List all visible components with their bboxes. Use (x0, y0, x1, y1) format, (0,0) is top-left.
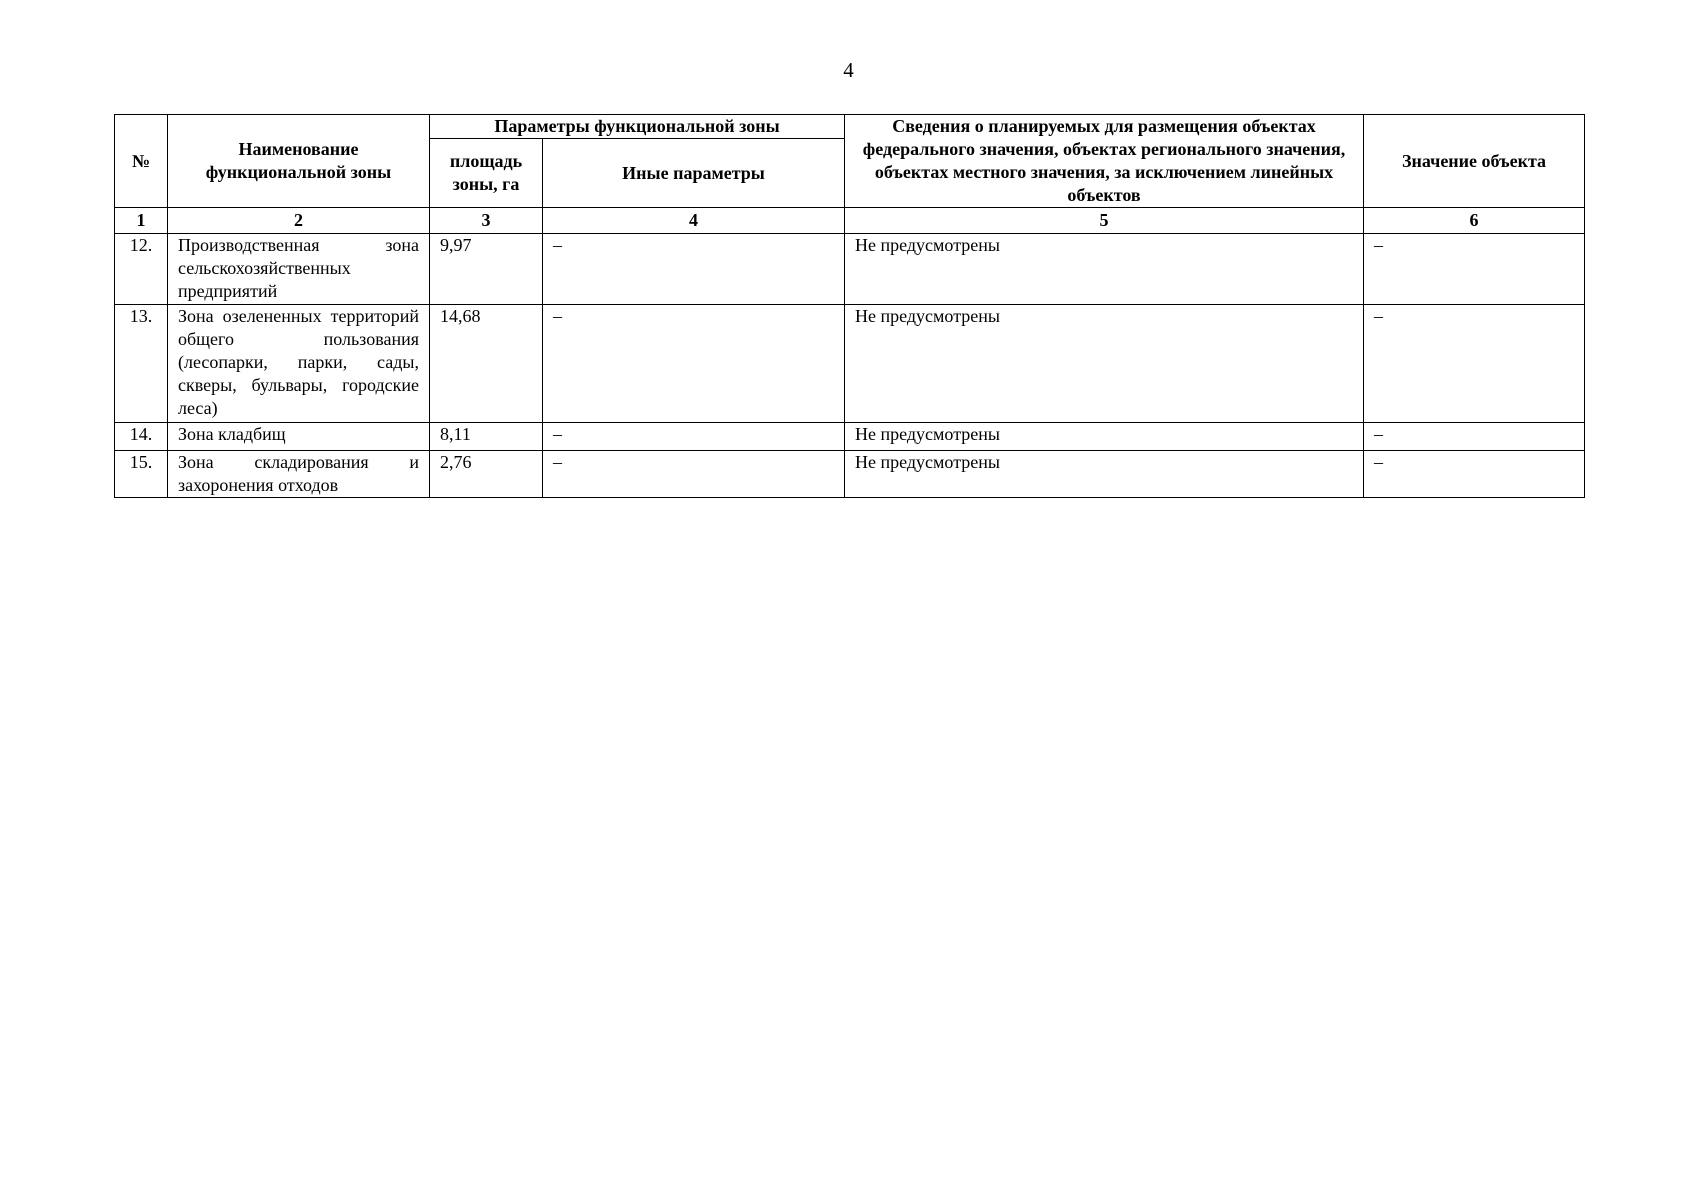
functional-zones-table (114, 114, 1585, 498)
header-object-value: Значение объекта (1364, 115, 1585, 208)
zone-name: Зона озелененных территорий общего пользования (лесопарки, парки, сады, скверы, бульвары, городские леса) (168, 305, 430, 423)
zone-name: Зона кладбищ (168, 423, 430, 451)
object-value: – (1364, 305, 1585, 423)
column-number: 5 (845, 208, 1364, 234)
planned-objects: Не предусмотрены (845, 305, 1364, 423)
column-number: 6 (1364, 208, 1585, 234)
planned-objects: Не предусмотрены (845, 451, 1364, 498)
row-number: 12. (115, 234, 168, 305)
table-row (115, 305, 1585, 423)
column-numbering-row (115, 208, 1585, 234)
header-row-top (115, 115, 1585, 139)
header-planned-objects: Сведения о планируемых для размещения объектах федерального значения, объектах регионального значения, объектах местного значения, за исключением линейных объектов (845, 115, 1364, 208)
other-parameters: – (543, 451, 845, 498)
page-number: 4 (843, 58, 854, 82)
zone-area: 9,97 (430, 234, 543, 305)
zone-area: 2,76 (430, 451, 543, 498)
table-row (115, 234, 1585, 305)
column-number: 3 (430, 208, 543, 234)
header-area: площадь зоны, га (430, 139, 543, 208)
object-value: – (1364, 234, 1585, 305)
column-number: 2 (168, 208, 430, 234)
header-zone-name: Наименование функциональной зоны (168, 115, 430, 208)
header-other-parameters: Иные параметры (543, 139, 845, 208)
object-value: – (1364, 423, 1585, 451)
planned-objects: Не предусмотрены (845, 423, 1364, 451)
zone-area: 14,68 (430, 305, 543, 423)
other-parameters: – (543, 305, 845, 423)
table-row (115, 451, 1585, 498)
object-value: – (1364, 451, 1585, 498)
planned-objects: Не предусмотрены (845, 234, 1364, 305)
zone-name: Производственная зона сельскохозяйственных предприятий (168, 234, 430, 305)
row-number: 13. (115, 305, 168, 423)
zone-area: 8,11 (430, 423, 543, 451)
zone-name: Зона складирования и захоронения отходов (168, 451, 430, 498)
column-number: 1 (115, 208, 168, 234)
header-zone-parameters: Параметры функциональной зоны (430, 115, 845, 139)
row-number: 14. (115, 423, 168, 451)
other-parameters: – (543, 423, 845, 451)
header-no: № (115, 115, 168, 208)
column-number: 4 (543, 208, 845, 234)
table-row (115, 423, 1585, 451)
row-number: 15. (115, 451, 168, 498)
other-parameters: – (543, 234, 845, 305)
